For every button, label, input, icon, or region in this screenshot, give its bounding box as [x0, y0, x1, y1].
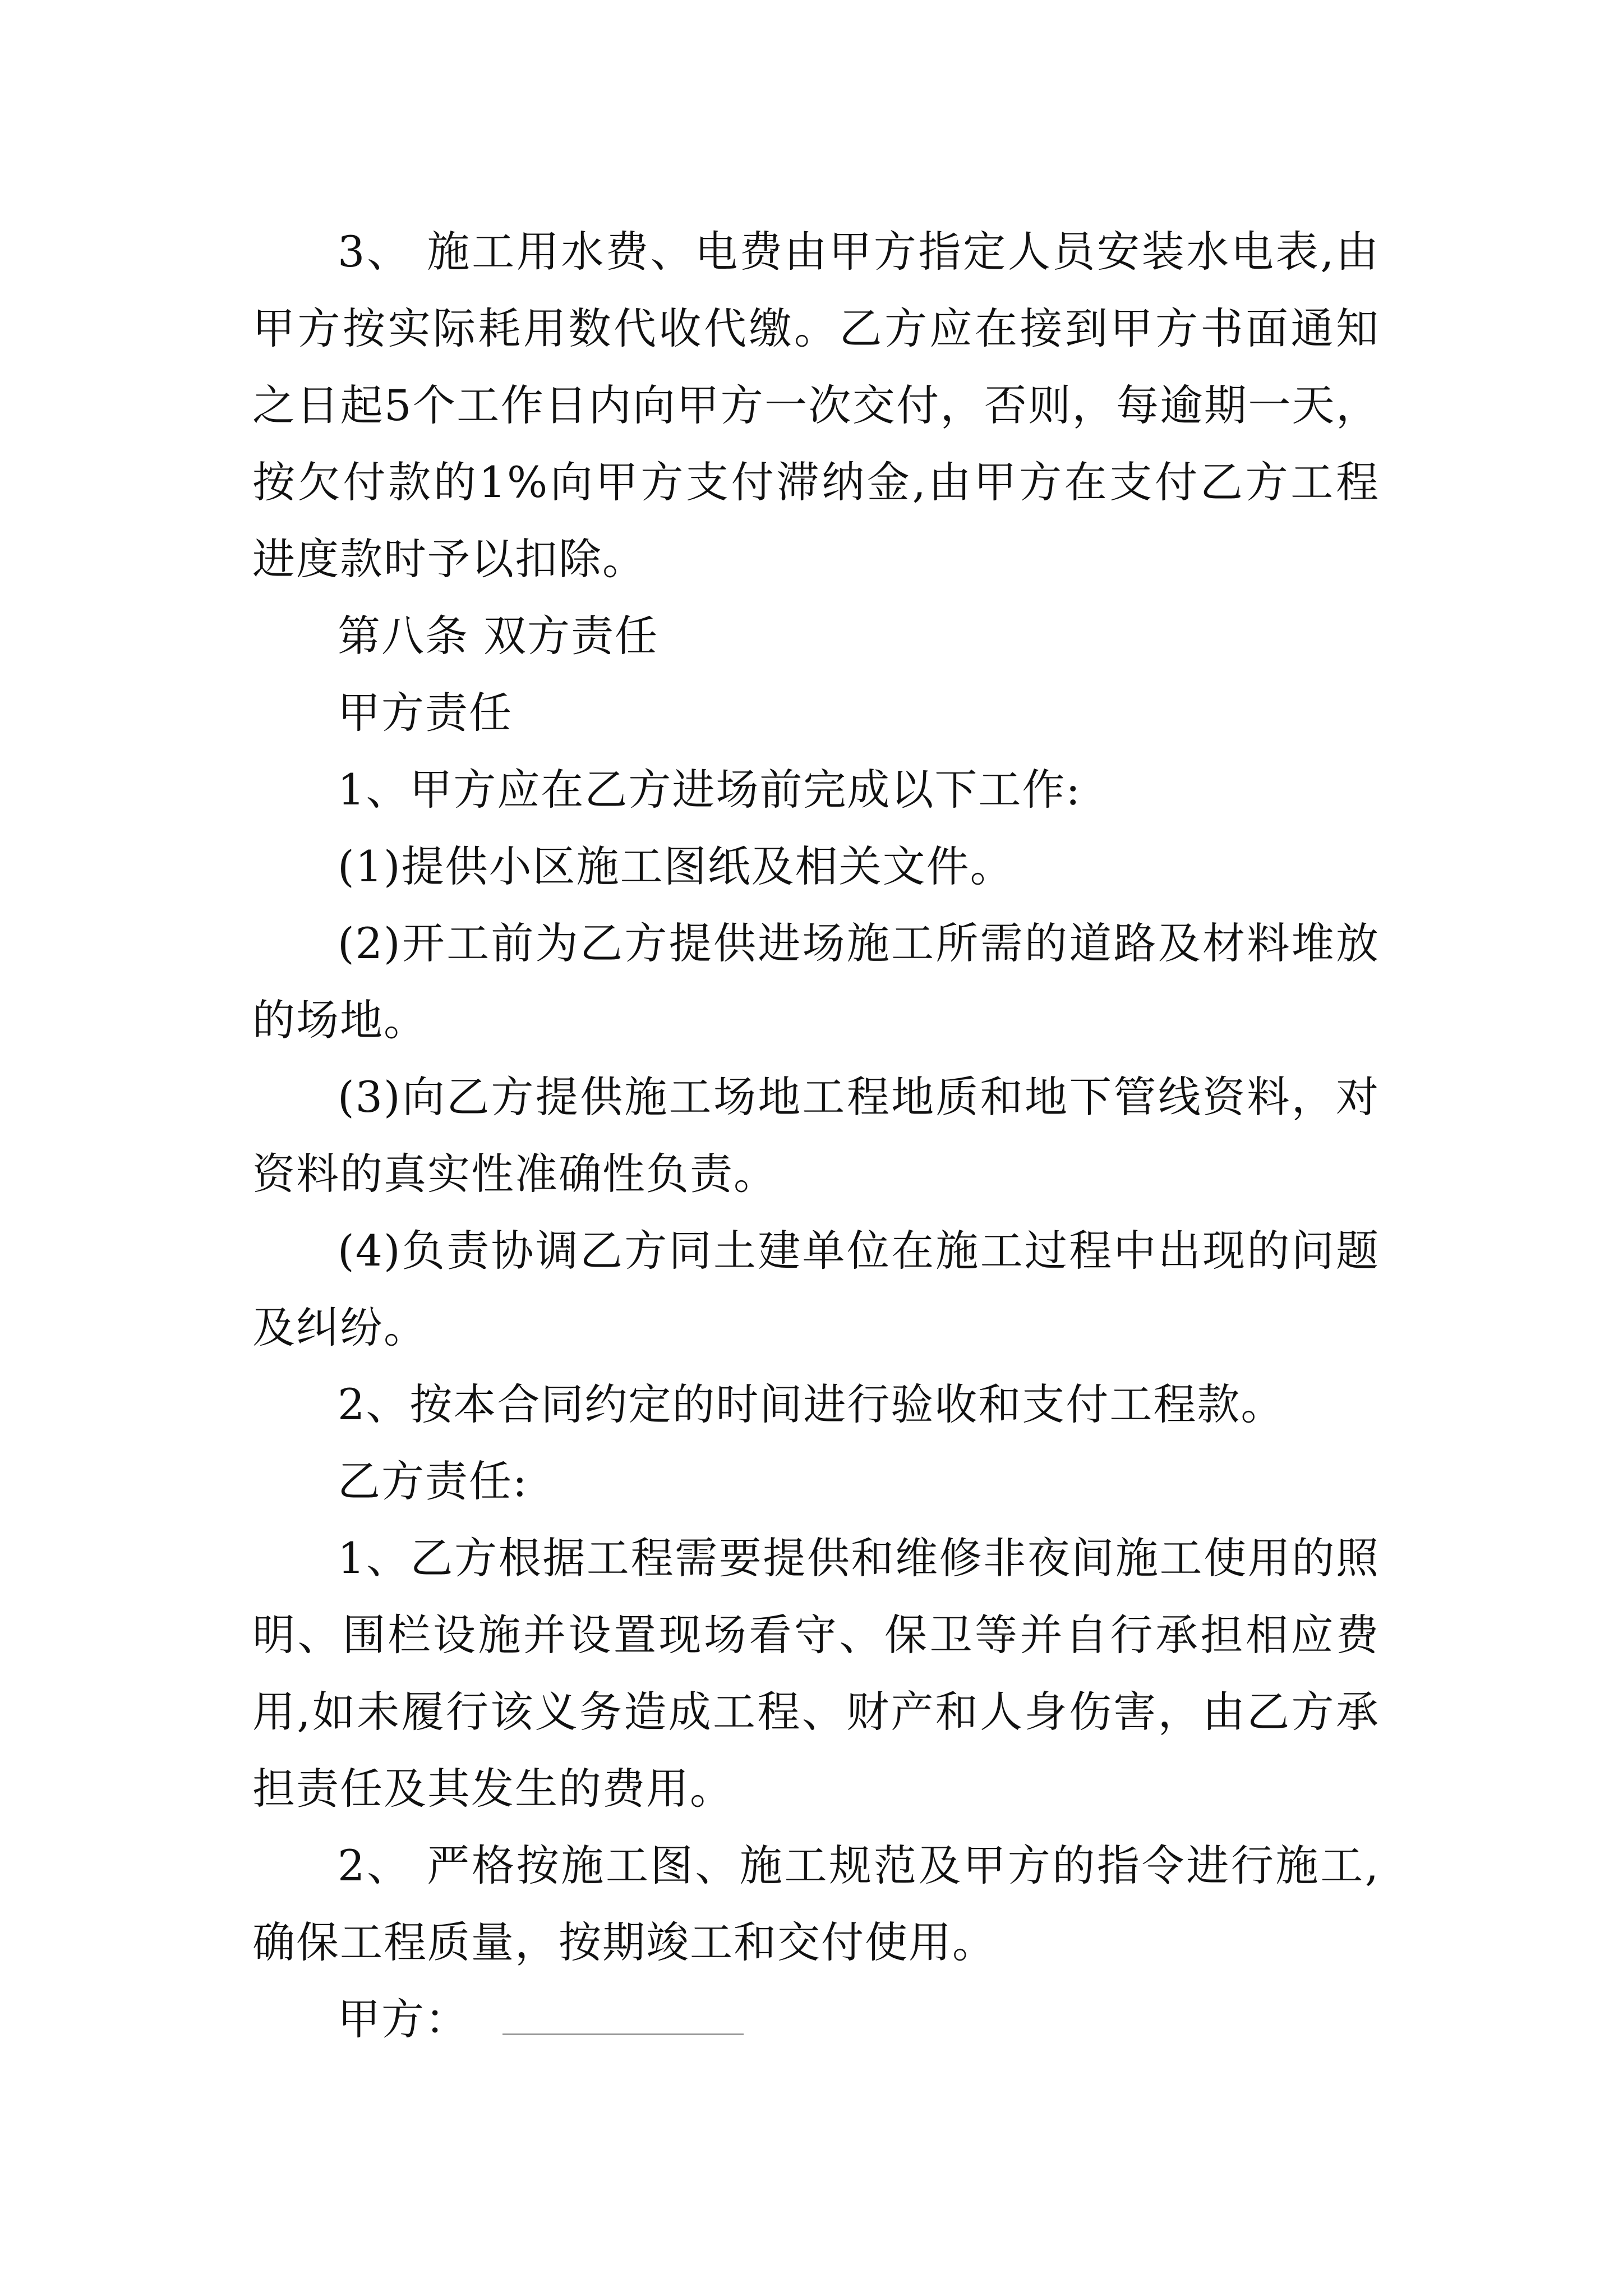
party-a-subitem-2: (2)开工前为乙方提供进场施工所需的道路及材料堆放的场地。	[252, 918, 1380, 1045]
party-a-item-2: 2、按本合同约定的时间进行验收和支付工程款。	[338, 1379, 1285, 1429]
party-a-responsibility-heading: 甲方责任	[338, 688, 513, 738]
party-a-subitem-4: (4)负责协调乙方同土建单位在施工过程中出现的问题及纠纷。	[252, 1226, 1380, 1352]
signature-blank-line	[502, 2011, 744, 2035]
paragraph-water-electricity-fees: 3、 施工用水费、电费由甲方指定人员安装水电表,由甲方按实际耗用数代收代缴。乙方应在接到甲方书面通知之日起5个工作日内向甲方一次交付，否则，每逾期一天，按欠付款的1%向甲方支付滞纳金,由甲方在支付乙方工程进度款时予以扣除。	[252, 227, 1380, 584]
article-8-heading: 第八条 双方责任	[338, 611, 659, 661]
party-a-subitem-1: (1)提供小区施工图纸及相关文件。	[338, 841, 1014, 891]
party-b-responsibility-heading: 乙方责任:	[338, 1456, 528, 1506]
party-b-item-1: 1、乙方根据工程需要提供和维修非夜间施工使用的照明、围栏设施并设置现场看守、保卫等并自行承担相应费用,如未履行该义务造成工程、财产和人身伤害，由乙方承担责任及其发生的费用。	[252, 1533, 1380, 1814]
document-page	[252, 213, 1380, 2058]
party-a-subitem-3: (3)向乙方提供施工场地工程地质和地下管线资料，对资料的真实性准确性负责。	[252, 1072, 1380, 1199]
party-b-item-2: 2、 严格按施工图、施工规范及甲方的指令进行施工,确保工程质量，按期竣工和交付使用。	[252, 1841, 1380, 1967]
signature-party-a	[252, 1981, 1380, 2058]
party-a-item-1: 1、甲方应在乙方进场前完成以下工作:	[338, 765, 1081, 815]
signature-label: 甲方：	[338, 1994, 469, 2044]
